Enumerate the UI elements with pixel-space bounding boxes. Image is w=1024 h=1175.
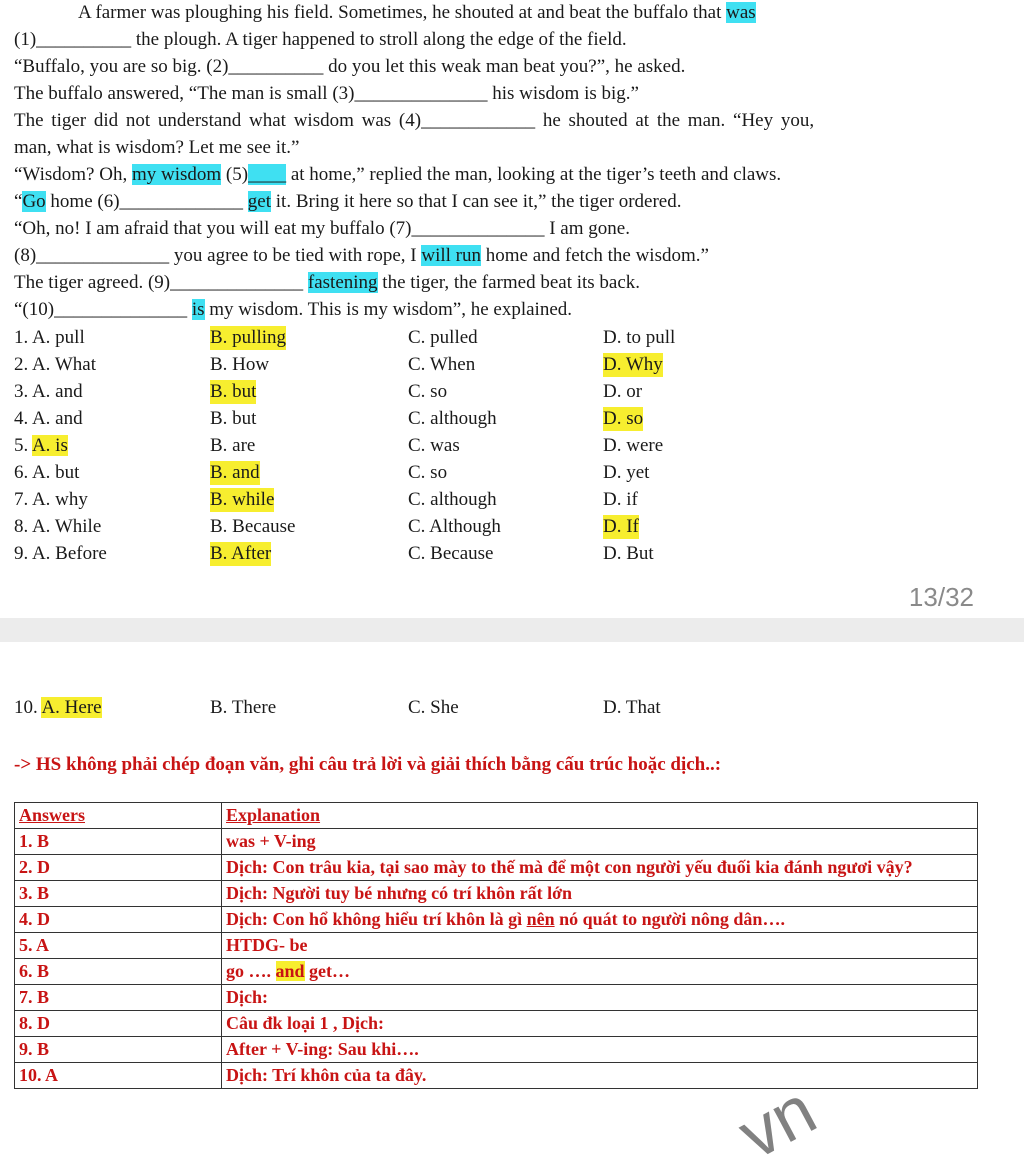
option: C. Because [408,543,494,564]
passage-line-11: The tiger agreed. (9)______________ fastening the tiger, the farmed beat its back. [14,272,641,293]
header-answers: Answers [15,803,222,829]
explanation-cell: Dịch: Con trâu kia, tại sao mày to thế mà để một con người yếu đuối kia đánh ngươi vậy? [222,855,978,881]
option: C. was [408,435,460,456]
explanation-cell: Dịch: Con hổ không hiểu trí khôn là gì nên nó quát to người nông dân…. [222,907,978,933]
option-selected: B. and [210,462,260,483]
explanation-cell: Dịch: Trí khôn của ta đây. [222,1063,978,1089]
passage-line-8: “Go home (6)_____________ get it. Bring it here so that I can see it,” the tiger ordered. [14,191,682,212]
passage-line-7: “Wisdom? Oh, my wisdom (5)____ at home,” replied the man, looking at the tiger’s teeth and claws. [14,164,782,185]
option: C. so [408,462,448,483]
passage-line-10: (8)______________ you agree to be tied with rope, I will run home and fetch the wisdom.” [14,245,709,266]
table-row [15,907,978,933]
option: 2. A. What [14,354,96,375]
table-row [15,1011,978,1037]
option: C. although [408,489,497,510]
option: D. were [603,435,664,456]
option: 9. A. Before [14,543,107,564]
explanation-cell: After + V-ing: Sau khi…. [222,1037,978,1063]
answer-cell: 10. A [15,1063,222,1089]
options-row-5 [14,434,1014,458]
option: B. How [210,354,270,375]
answer-cell: 2. D [15,855,222,881]
option: B. Because [210,516,296,537]
answer-cell: 9. B [15,1037,222,1063]
table-row [15,985,978,1011]
watermark-logo: vn [726,1070,828,1174]
answer-cell: 3. B [15,881,222,907]
option: B. There [210,697,277,718]
options-row-8 [14,515,1014,539]
options-row-7 [14,488,1014,512]
option: D. if [603,489,638,510]
passage-line-5: The tiger did not understand what wisdom was (4)____________ he shouted at the man. “Hey you, [14,110,815,131]
options-row-10 [14,696,1014,720]
header-explanation: Explanation [222,803,978,829]
table-row [15,959,978,985]
explanation-cell: Dịch: [222,985,978,1011]
explanation-cell: HTDG- be [222,933,978,959]
option: 7. A. why [14,489,88,510]
option: D. That [603,697,661,718]
page-separator [0,618,1024,642]
option: 3. A. and [14,381,83,402]
option: C. so [408,381,448,402]
options-row-6 [14,461,1014,485]
passage-line-6: man, what is wisdom? Let me see it.” [14,137,300,158]
table-row [15,1037,978,1063]
explanation-cell: Câu đk loại 1 , Dịch: [222,1011,978,1037]
option: C. She [408,697,459,718]
answer-cell: 5. A [15,933,222,959]
passage-line-1: A farmer was ploughing his field. Sometimes, he shouted at and beat the buffalo that was [78,2,756,23]
option: B. but [210,408,257,429]
explanation-cell: go …. and get… [222,959,978,985]
option: 5. A. is [14,435,68,456]
option: 8. A. While [14,516,102,537]
passage-line-3: “Buffalo, you are so big. (2)__________ do you let this weak man beat you?”, he asked. [14,56,686,77]
passage-line-4: The buffalo answered, “The man is small (3)______________ his wisdom is big.” [14,83,639,104]
table-header-row [15,803,978,829]
answer-cell: 7. B [15,985,222,1011]
page-number: 13/32 [908,582,974,612]
option: C. although [408,408,497,429]
passage-line-2: (1)__________ the plough. A tiger happened to stroll along the edge of the field. [14,29,627,50]
explanation-cell: was + V-ing [222,829,978,855]
table-row [15,855,978,881]
option-selected: D. Why [603,354,663,375]
answer-cell: 4. D [15,907,222,933]
answer-cell: 1. B [15,829,222,855]
option: C. When [408,354,476,375]
option: D. or [603,381,643,402]
option: 10. A. Here [14,697,102,718]
options-row-3 [14,380,1014,404]
passage-line-9: “Oh, no! I am afraid that you will eat my buffalo (7)______________ I am gone. [14,218,630,239]
option-selected: D. so [603,408,644,429]
options-row-4 [14,407,1014,431]
option-selected: B. After [210,543,272,564]
option: 4. A. and [14,408,83,429]
options-row-9 [14,542,1014,566]
option: 1. A. pull [14,327,85,348]
option: D. yet [603,462,650,483]
options-row-1 [14,326,1014,350]
option: D. to pull [603,327,676,348]
option: B. are [210,435,256,456]
option-selected: A. Here [41,697,102,718]
answer-cell: 8. D [15,1011,222,1037]
table-row [15,881,978,907]
options-row-2 [14,353,1014,377]
option: C. pulled [408,327,478,348]
passage-line-12: “(10)______________ is my wisdom. This is my wisdom”, he explained. [14,299,573,320]
option-selected: B. but [210,381,257,402]
explanation-cell: Dịch: Người tuy bé nhưng có trí khôn rất lớn [222,881,978,907]
worksheet-page-bottom [0,642,1024,1149]
table-row [15,1063,978,1089]
option: D. But [603,543,654,564]
option: C. Although [408,516,501,537]
table-row [15,829,978,855]
answer-cell: 6. B [15,959,222,985]
option-selected: B. while [210,489,275,510]
option-selected: B. pulling [210,327,287,348]
instruction-note: -> HS không phải chép đoạn văn, ghi câu trả lời và giải thích bằng cấu trúc hoặc dịch..: [14,754,722,775]
table-row [15,933,978,959]
option-selected: D. If [603,516,639,537]
answer-table [14,802,978,1089]
option-selected: A. is [31,435,68,456]
option: 6. A. but [14,462,80,483]
